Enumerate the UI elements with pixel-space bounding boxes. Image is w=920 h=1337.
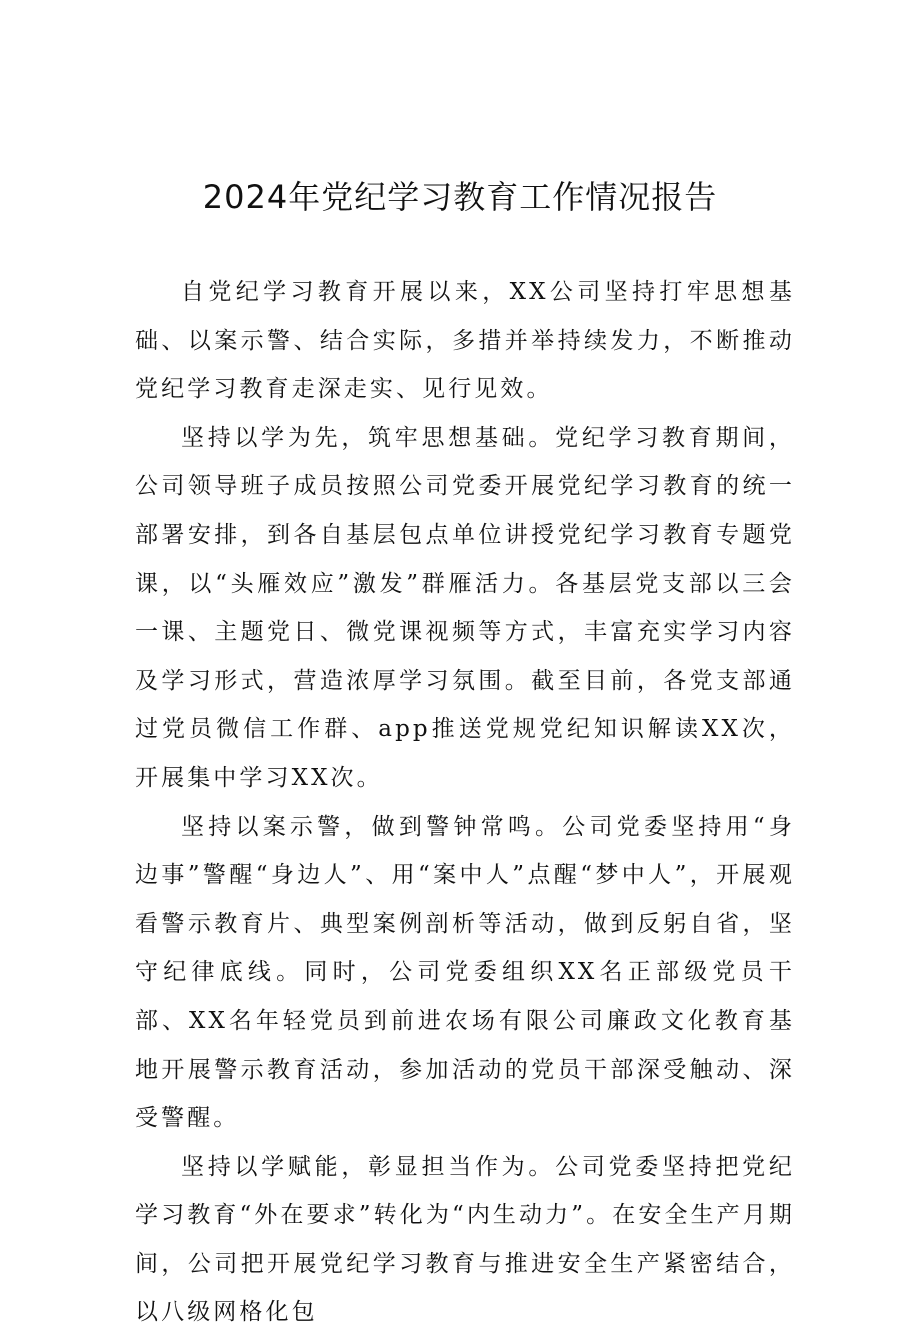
paragraph-empowerment: 坚持以学赋能，彰显担当作为。公司党委坚持把党纪学习教育“外在要求”转化为“内生动力”。在安全生产月期间，公司把开展党纪学习教育与推进安全生产紧密结合，以八级网格化包 [135,1153,795,1326]
paragraph-case-warning: 坚持以案示警，做到警钟常鸣。公司党委坚持用“身边事”警醒“身边人”、用“案中人”点醒“梦中人”，开展观看警示教育片、典型案例剖析等活动，做到反躬自省，坚守纪律底线。同时，公司党委组织XX名正部级党员干部、XX名年轻党员到前进农场有限公司廉政文化教育基地开展警示教育活动，参加活动的党员干部深受触动、深受警醒。 [135,813,795,1132]
paragraph-study-first: 坚持以学为先，筑牢思想基础。党纪学习教育期间，公司领导班子成员按照公司党委开展党纪学习教育的统一部署安排，到各自基层包点单位讲授党纪学习教育专题党课，以“头雁效应”激发”群雁活力。各基层党支部以三会一课、主题党日、微党课视频等方式，丰富充实学习内容及学习形式，营造浓厚学习氛围。截至目前，各党支部通过党员微信工作群、app推送党规党纪知识解读XX次，开展集中学习XX次。 [135,424,795,791]
paragraph-intro: 自党纪学习教育开展以来，XX公司坚持打牢思想基础、以案示警、结合实际，多措并举持续发力，不断推动党纪学习教育走深走实、见行见效。 [135,279,795,403]
document-title: 2024年党纪学习教育工作情况报告 [202,178,718,216]
document-body [135,268,795,1337]
